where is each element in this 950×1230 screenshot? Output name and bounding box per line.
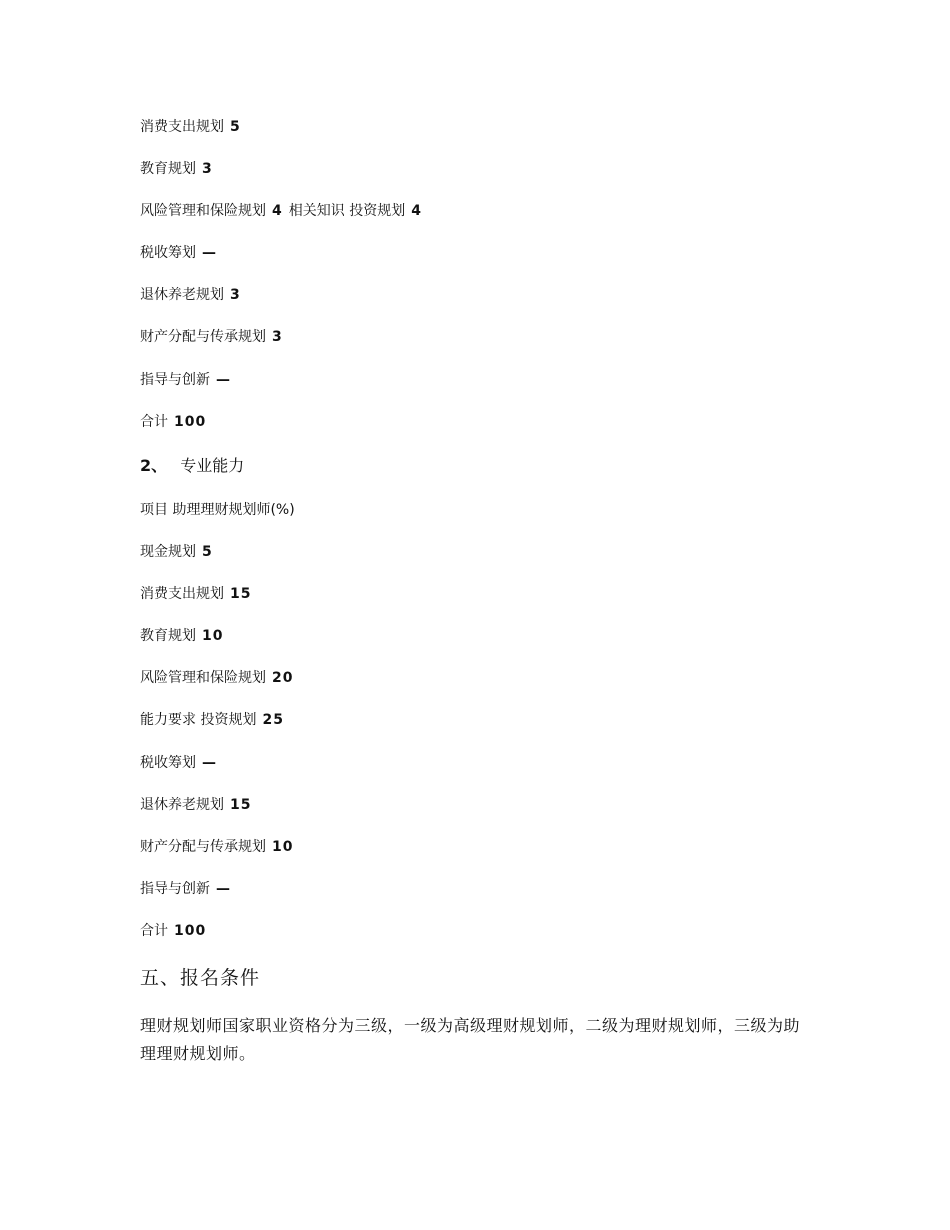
table-row [140,627,223,645]
row-value: 10 [272,839,294,855]
table-row [140,796,251,814]
table-row [140,543,213,561]
table-row [140,118,241,136]
section-2-heading [140,456,244,476]
row-label: 指导与创新 [140,372,210,388]
row-value: 25 [262,712,284,728]
row-label: 消费支出规划 [140,119,224,135]
row-extra-label: 相关知识 投资规划 [288,203,406,219]
row-value: 20 [272,670,294,686]
section-5-heading: 五、报名条件 [140,967,261,989]
row-value: 15 [230,797,252,813]
row-label: 现金规划 [140,544,196,560]
row-label: 教育规划 [140,161,196,177]
table-row [140,711,284,729]
table-row [140,838,293,856]
table-row [140,922,206,940]
row-value: 15 [230,586,252,602]
row-value: 5 [202,544,213,560]
row-value: — [216,881,231,897]
row-value: 3 [272,329,283,345]
row-value: 100 [174,923,207,939]
table-row [140,754,217,772]
section-number: 2、 [140,456,168,475]
table-row [140,413,206,431]
row-label: 消费支出规划 [140,586,224,602]
row-label: 指导与创新 [140,881,210,897]
table-header [140,501,295,519]
row-value: — [202,245,217,261]
row-value: 5 [230,119,241,135]
row-label: 风险管理和保险规划 [140,203,266,219]
row-label: 能力要求 投资规划 [140,712,257,728]
row-value: 100 [174,414,207,430]
body-paragraph: 理财规划师国家职业资格分为三级，一级为高级理财规划师，二级为理财规划师，三级为助理理财规划师。 [140,1016,801,1063]
row-label: 合计 [140,923,168,939]
table-row [140,371,231,389]
section-title: 专业能力 [180,456,245,475]
table-row [140,286,241,304]
row-label: 税收筹划 [140,245,196,261]
row-value: — [216,372,231,388]
row-label: 风险管理和保险规划 [140,670,266,686]
table-row [140,202,422,220]
row-value: 3 [230,287,241,303]
row-value: — [202,755,217,771]
table-row [140,880,231,898]
table-row [140,585,251,603]
row-value: 3 [202,161,213,177]
row-extra-value: 4 [411,203,422,219]
row-value: 4 [272,203,283,219]
row-label: 退休养老规划 [140,287,224,303]
row-value: 10 [202,628,224,644]
row-label: 财产分配与传承规划 [140,839,266,855]
row-label: 合计 [140,414,168,430]
table-row [140,328,283,346]
header-label: 项目 助理理财规划师(%) [140,502,295,518]
table-row [140,244,217,262]
table-row [140,669,293,687]
row-label: 退休养老规划 [140,797,224,813]
row-label: 财产分配与传承规划 [140,329,266,345]
table-row [140,160,213,178]
row-label: 教育规划 [140,628,196,644]
row-label: 税收筹划 [140,755,196,771]
